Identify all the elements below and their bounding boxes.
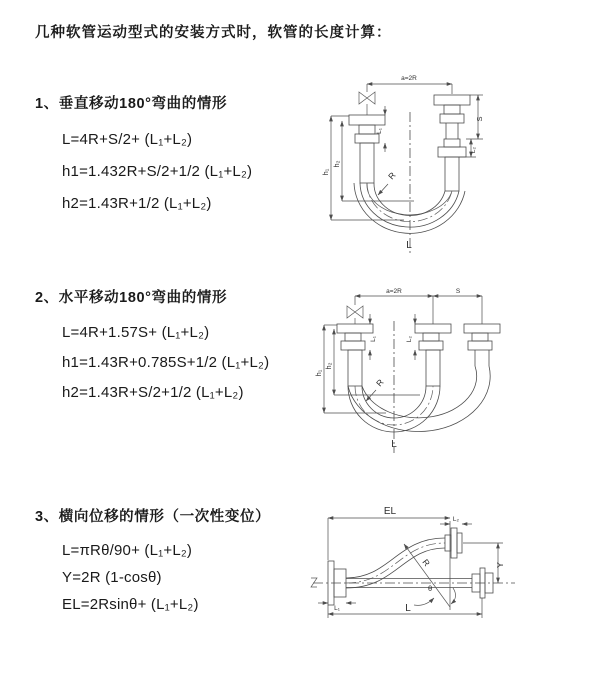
diagram-vertical-180-bend [308,68,600,264]
section-1-heading: 1、垂直移动180°弯曲的情形 [35,96,228,112]
hose-u-bend [354,183,465,233]
hose-end-fitting-right-moved [464,324,500,366]
formula-line: Y=2R (1-cosθ) [62,569,162,586]
hose-u-bend [348,366,490,432]
page-title: 几种软管运动型式的安装方式时，软管的长度计算： [35,25,392,41]
dim-l [328,598,482,618]
braided-hose-section [360,143,374,183]
dim-label-s: S [475,116,484,122]
formula-line: h1=1.43R+0.785S+1/2 (L₁+L₂) [62,354,270,371]
section-vertical-movement [35,94,252,220]
section-3-heading: 3、横向位移的情形（一次性变位） [35,509,271,525]
dim-l1 [370,314,377,360]
braided-hose-section [426,350,440,386]
dim-label-h1: h₁ [321,168,330,176]
dim-label-el: EL [383,506,397,517]
hose-end-fitting-left [337,324,373,386]
section-horizontal-movement [35,288,269,408]
formula-line: L=πRθ/90+ (L₁+L₂) [62,542,193,559]
formula-line: h1=1.432R+S/2+1/2 (L₁+L₂) [62,163,253,180]
hose-u-bend-moved [362,366,477,418]
dim-h2 [332,121,414,201]
dim-a2r [367,75,452,94]
braided-hose-section [348,350,362,386]
dim-label-l2: L₂ [406,335,413,343]
diagram-horizontal-180-bend [308,281,600,461]
hose-end-fitting-middle [415,324,451,386]
dim-label-l1: L₁ [376,128,383,134]
dim-label-y: Y [495,562,505,568]
dim-label-l2: L₂ [470,146,477,154]
dim-label-l1: L₁ [370,336,377,342]
dim-label-r: R [386,170,398,182]
dim-l1 [318,603,356,612]
dim-label-a2r: a=2R [401,75,417,82]
dim-label-h1: h₁ [314,369,323,377]
braided-hose-section [445,157,459,191]
dim-label-l1: L₁ [334,605,340,612]
dim-radius [378,170,398,195]
dim-l2 [459,139,477,157]
hose-end-fitting-right [434,95,470,191]
dim-label-s: S [455,288,461,295]
dim-y [463,543,505,583]
flange-upper-displaced [445,528,462,558]
formula-line: h2=1.43R+1/2 (L₁+L₂) [62,195,212,212]
dim-label-theta: θ [428,584,433,593]
pipe-break-mark [311,578,317,587]
dim-l1 [376,106,385,152]
dim-l2 [440,516,472,524]
radius-construction-line [404,544,450,607]
dim-s [466,95,484,139]
dim-label-l: L [391,439,397,450]
formula-line: h2=1.43R+S/2+1/2 (L₁+L₂) [62,384,244,401]
dim-label-a2r: a=2R [386,288,402,295]
dim-label-r: R [420,557,433,569]
section-2-formulas [62,318,269,408]
formula-line: L=4R+S/2+ (L₁+L₂) [62,131,193,148]
dim-label-h2: h₂ [332,160,341,168]
dim-radius [366,377,386,401]
valve-icon [347,306,363,324]
dim-l2 [406,314,415,360]
dim-label-l: L [406,240,412,251]
dim-label-r: R [374,377,386,389]
valve-icon [359,92,375,115]
section-lateral-displacement [35,507,270,618]
dim-label-l2: L₂ [452,516,460,523]
diagram-lateral-displacement [300,498,600,660]
dim-label-l: L [405,603,411,614]
dim-label-h2: h₂ [324,362,333,370]
formula-line: EL=2Rsinθ+ (L₁+L₂) [62,596,199,613]
section-3-formulas [62,537,270,618]
hose-end-fitting-left [349,115,385,183]
section-1-formulas [62,124,252,220]
dim-a2r [355,288,482,324]
section-2-heading: 2、水平移动180°弯曲的情形 [35,290,228,306]
formula-line: L=4R+1.57S+ (L₁+L₂) [62,324,210,341]
